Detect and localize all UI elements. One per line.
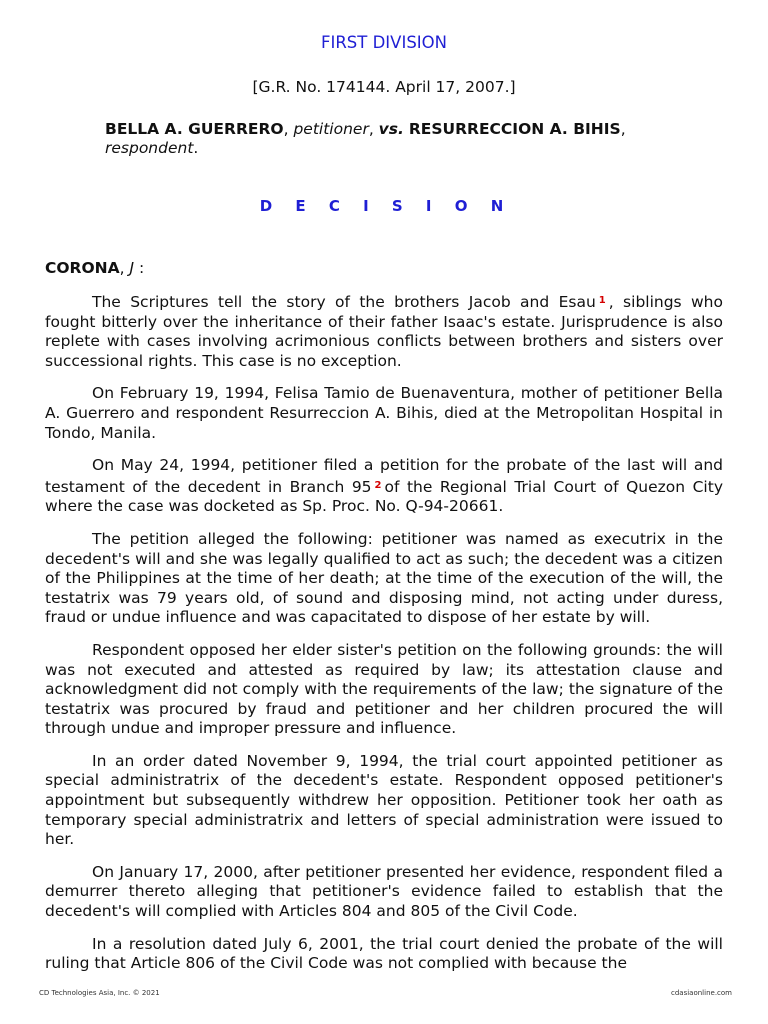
paragraph-2: On February 19, 1994, Felisa Tamio de Buenaventura, mother of petitioner Bella A. Guerrero and respondent Resurreccion A. Bihis, died at the Metropolitan Hospital in Tondo, Manila. xyxy=(45,384,723,442)
footer-site: cdasiaonline.com xyxy=(671,989,732,997)
paragraph-3-text-a: On May 24, 1994, petitioner filed a petition for the probate of the last will and testament of the decedent in Branch 95 xyxy=(45,456,723,496)
ponente-line: CORONA, J : xyxy=(45,259,145,277)
paragraph-4: The petition alleged the following: petitioner was named as executrix in the decedent's will and she was legally qualified to act as such; the decedent was a citizen of the Philippines at the time of her death; at the time of the execution of the will, the testatrix was 79 years old, of sound and disposing mind, not acting under duress, fraud or undue influence and was capacitated to dispose of her estate by will. xyxy=(45,529,723,627)
case-number: [G.R. No. 174144. April 17, 2007.] xyxy=(252,78,516,96)
paragraph-1-text-b: , siblings who fought bitterly over the inheritance of their father Isaac's estate. Jurisprudence is also replete with cases involving acrimonious conflicts between brothers and sisters over successional rights. This case is no exception. xyxy=(45,293,723,370)
paragraph-8: In a resolution dated July 6, 2001, the trial court denied the probate of the will ruling that Article 806 of the Civil Code was not complied with because the xyxy=(45,934,723,973)
paragraph-6: In an order dated November 9, 1994, the trial court appointed petitioner as special administratrix of the decedent's estate. Respondent opposed petitioner's appointment but subsequently withdrew her opposition. Petitioner took her oath as temporary special administratrix and letters of special administration were issued to her. xyxy=(45,751,723,849)
footer-copyright: CD Technologies Asia, Inc. © 2021 xyxy=(39,989,160,997)
ponente-title: J xyxy=(129,259,135,277)
versus-label: vs. xyxy=(378,120,404,138)
footnote-1-link[interactable]: 1 xyxy=(598,295,606,306)
petitioner-name: BELLA A. GUERRERO xyxy=(105,120,284,138)
ponente-name: CORONA xyxy=(45,259,120,277)
paragraph-7: On January 17, 2000, after petitioner presented her evidence, respondent filed a demurrer thereto alleging that petitioner's evidence failed to establish that the decedent's will complied with Articles 804 and 805 of the Civil Code. xyxy=(45,862,723,921)
division-heading: FIRST DIVISION xyxy=(320,33,447,52)
petitioner-role: petitioner xyxy=(293,120,369,138)
decision-body xyxy=(45,291,723,987)
paragraph-1-text-a: The Scriptures tell the story of the brothers Jacob and Esau xyxy=(92,293,596,311)
paragraph-5: Respondent opposed her elder sister's petition on the following grounds: the will was not executed and attested as required by law; its attestation clause and acknowledgment did not comply with the requirements of the law; the signature of the testatrix was procured by fraud and petitioner and her children procured the will through undue and improper pressure and influence. xyxy=(45,640,723,738)
paragraph-1 xyxy=(45,291,723,371)
case-parties: BELLA A. GUERRERO, petitioner, vs. RESURRECCION A. BIHIS, respondent. xyxy=(105,120,626,157)
paragraph-3 xyxy=(45,456,723,517)
respondent-role: respondent xyxy=(105,139,194,157)
paragraph-3-text-b: of the Regional Trial Court of Quezon City where the case was docketed as Sp. Proc. No. Q-94-20661. xyxy=(45,477,723,516)
footnote-2-link[interactable]: 2 xyxy=(374,479,382,491)
respondent-name: RESURRECCION A. BIHIS xyxy=(408,120,621,138)
decision-title: D E C I S I O N xyxy=(259,197,513,215)
